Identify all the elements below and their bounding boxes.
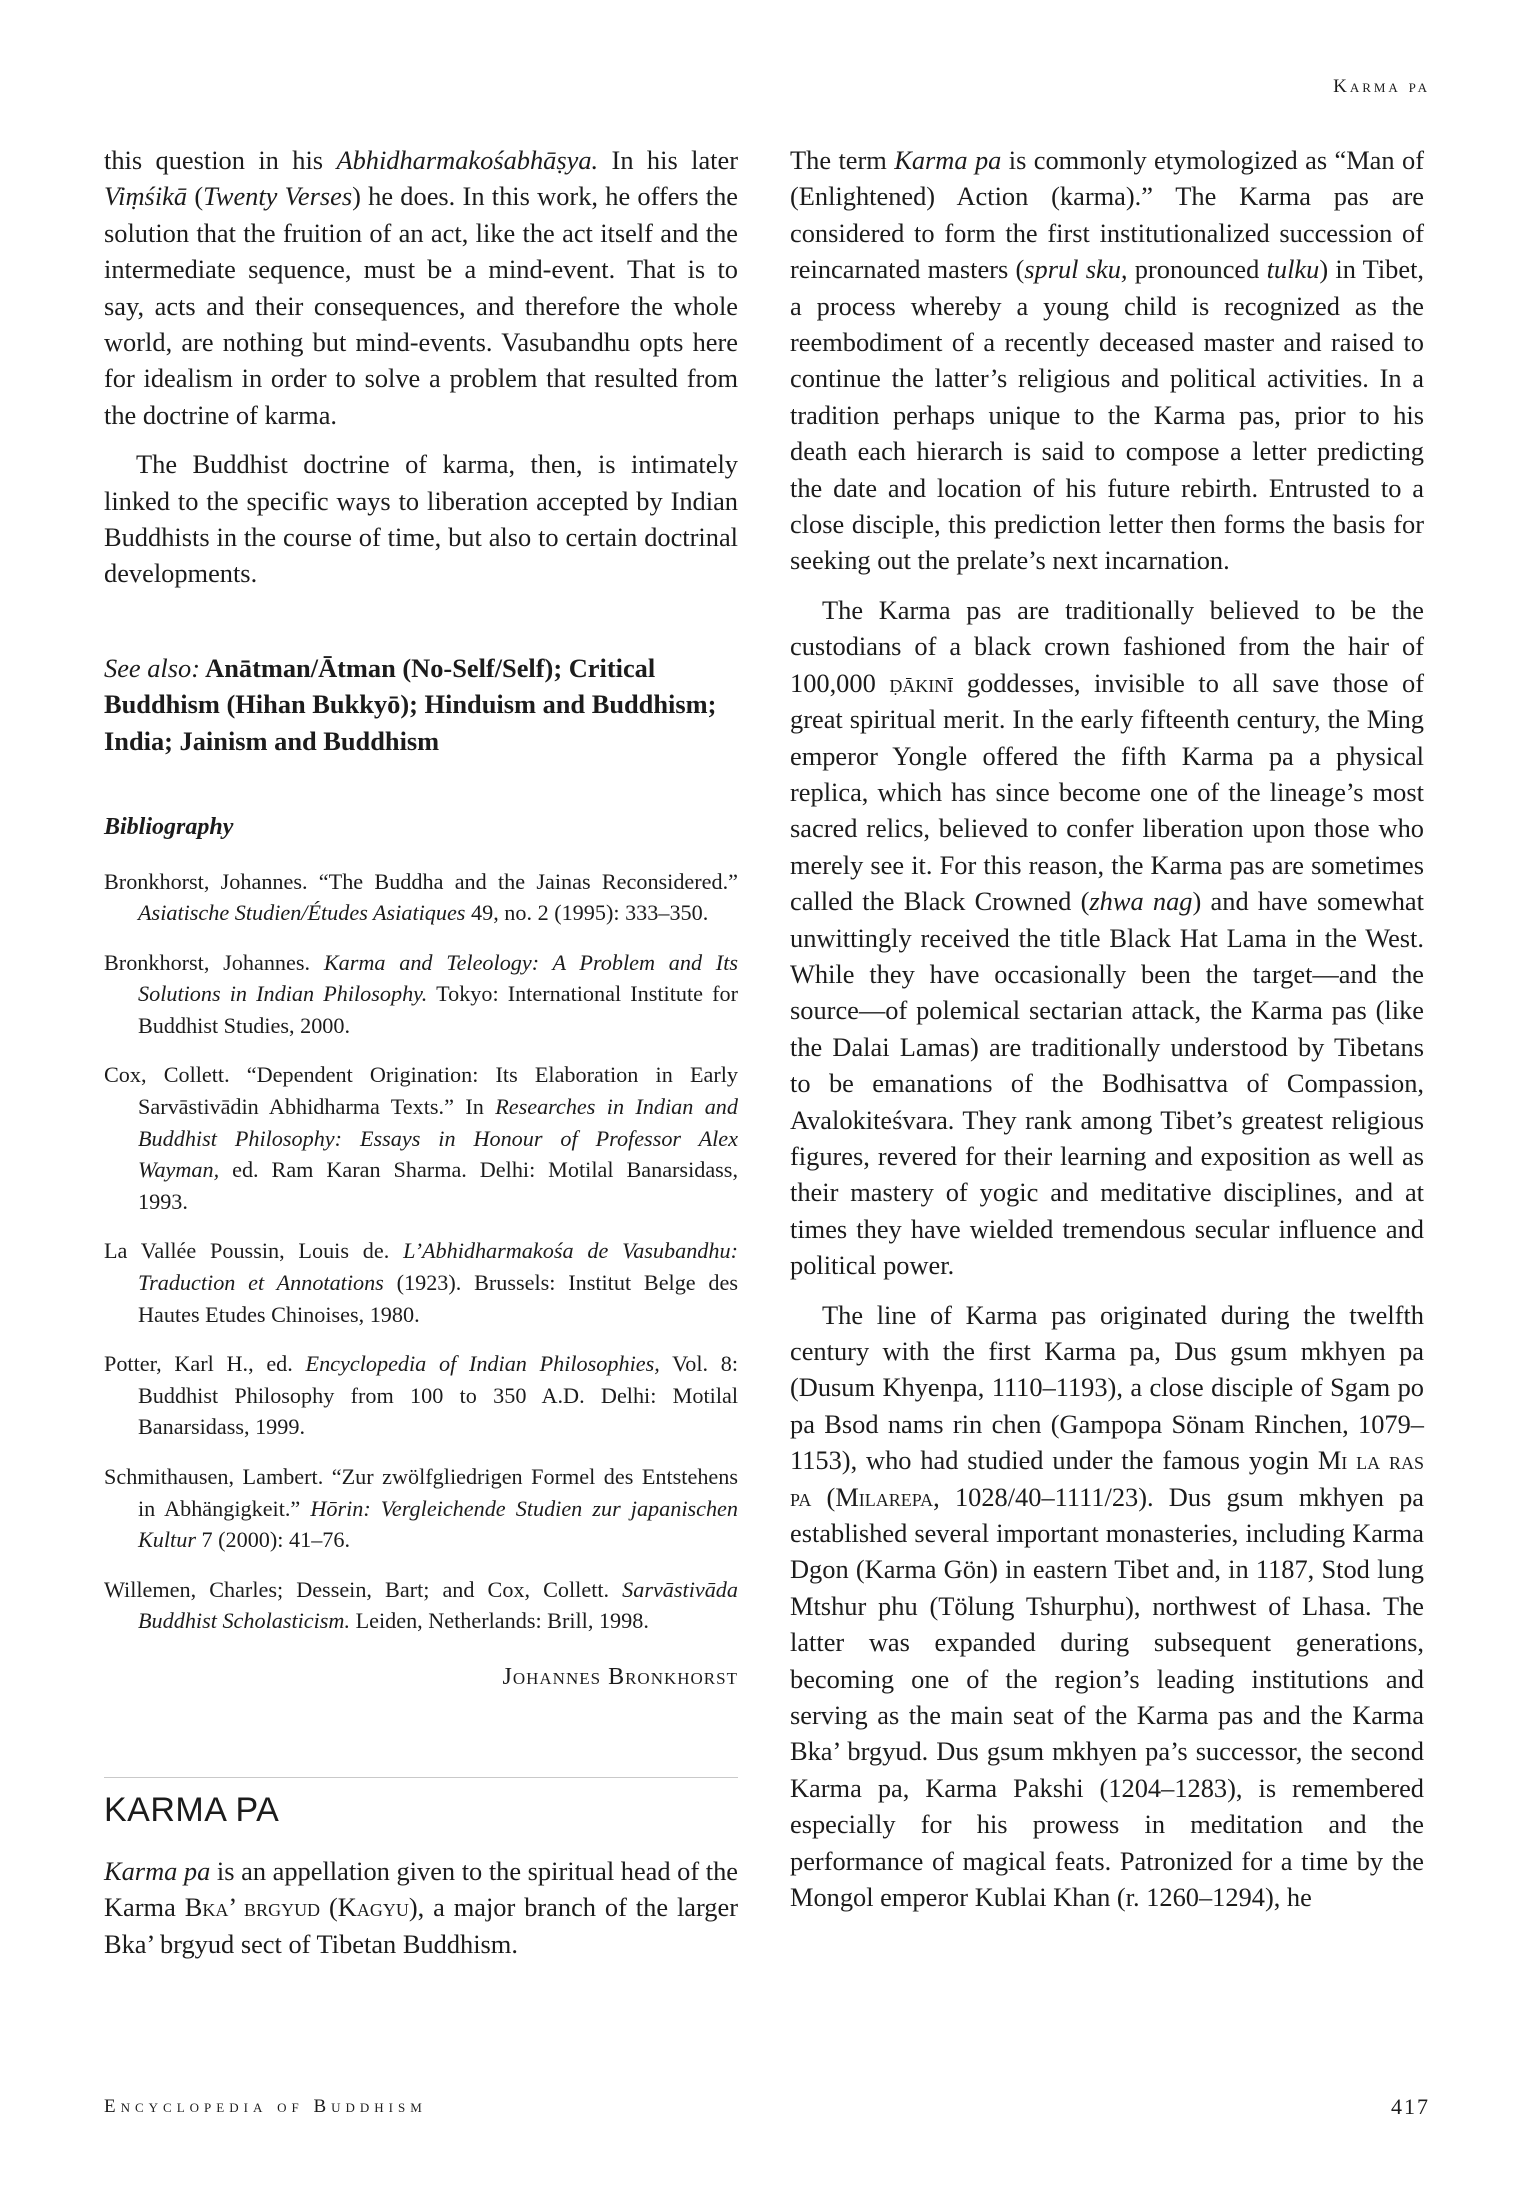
left-column <box>104 142 738 1962</box>
see-also: See also: Anātman/Ātman (No-Self/Self); Critical Buddhism (Hihan Bukkyō); Hinduism and Buddhism; India; Jainism and Buddhism <box>104 652 717 756</box>
article-author: Johannes Bronkhorst <box>502 1663 738 1690</box>
right-column <box>790 142 1424 1916</box>
bibliography-entry: Bronkhorst, Johannes. Karma and Teleology: A Problem and Its Solutions in Indian Philosophy. Tokyo: International Institute for Buddhist Studies, 2000. <box>104 949 738 1038</box>
section-divider <box>104 1777 738 1778</box>
book-title: Encyclopedia of Buddhism <box>104 2096 427 2117</box>
entry-title: KARMA PA <box>104 1791 280 1830</box>
bibliography-entry: Schmithausen, Lambert. “Zur zwölfgliedrigen Formel des Entstehens in Abhängigkeit.” Hōrin: Vergleichende Studien zur japanischen Kultur 7 (2000): 41–76. <box>104 1464 738 1553</box>
bibliography-entry: La Vallée Poussin, Louis de. L’Abhidharmakośa de Vasubandhu: Traduction et Annotations (1923). Brussels: Institut Belge des Hautes Etudes Chinoises, 1980. <box>104 1238 739 1327</box>
paragraph: The line of Karma pas originated during the twelfth century with the first Karma pa, Dus gsum mkhyen pa (Dusum Khyenpa, 1110–1193), a close disciple of Sgam po pa Bsod nams rin chen (Gampopa Sönam Rinchen, 1079–1153), who had studied under the famous yogin Mi la ras pa (Milarepa, 1028/40–1111/23). Dus gsum mkhyen pa established several important monasteries, including Karma Dgon (Karma Gön) in eastern Tibet and, in 1187, Stod lung Mtshur phu (Tölung Tshurphu), northwest of Lhasa. The latter was expanded during subsequent generations, becoming one of the region’s leading institutions and serving as the main seat of the Karma pas and the Karma Bka’ brgyud. Dus gsum mkhyen pa’s successor, the second Karma pa, Karma Pakshi (1204–1283), is remembered especially for his prowess in meditation and the performance of magical feats. Patronized for a time by the Mongol emperor Kublai Khan (r. 1260–1294), he <box>790 1299 1424 1913</box>
bibliography-entry: Bronkhorst, Johannes. “The Buddha and the Jainas Reconsidered.” Asiatische Studien/Études Asiatiques 49, no. 2 (1995): 333–350. <box>104 868 738 926</box>
paragraph: Karma pa is an appellation given to the spiritual head of the Karma Bka’ brgyud (Kagyu), a major branch of the larger Bka’ brgyud sect of Tibetan Buddhism. <box>104 1855 738 1959</box>
bibliography-entry: Willemen, Charles; Dessein, Bart; and Cox, Collett. Sarvāstivāda Buddhist Scholasticism. Leiden, Netherlands: Brill, 1998. <box>104 1576 738 1634</box>
bibliography-list <box>104 866 738 1637</box>
page-number: 417 <box>1391 2094 1430 2119</box>
bibliography-entry: Potter, Karl H., ed. Encyclopedia of Indian Philosophies, Vol. 8: Buddhist Philosophy from 100 to 350 A.D. Delhi: Motilal Banarsidass, 1999. <box>104 1351 739 1440</box>
bibliography-heading: Bibliography <box>104 814 234 841</box>
bibliography-entry: Cox, Collett. “Dependent Origination: Its Elaboration in Early Sarvāstivādin Abhidharma Texts.” In Researches in Indian and Buddhist Philosophy: Essays in Honour of Professor Alex Wayman, ed. Ram Karan Sharma. Delhi: Motilal Banarsidass, 1993. <box>104 1062 738 1214</box>
paragraph: The Karma pas are traditionally believed to be the custodians of a black crown fashioned from the hair of 100,000 ḍākinī goddesses, invisible to all save those of great spiritual merit. In the early fifteenth century, the Ming emperor Yongle offered the fifth Karma pa a physical replica, which has since become one of the lineage’s most sacred relics, believed to confer liberation upon those who merely see it. For this reason, the Karma pas are sometimes called the Black Crowned (zhwa nag) and have somewhat unwittingly received the title Black Hat Lama in the West. While they have occasionally been the target—and the source—of polemical sectarian attack, the Karma pas (like the Dalai Lamas) are traditionally understood by Tibetans to be emanations of the Bodhisattva of Compassion, Avalokiteśvara. They rank among Tibet’s greatest religious figures, revered for their learning and exposition as well as their mastery of yogic and meditative disciplines, and at times they have wielded tremendous secular influence and political power. <box>790 594 1425 1281</box>
paragraph: The Buddhist doctrine of karma, then, is intimately linked to the specific ways to liberation accepted by Indian Buddhists in the course of time, but also to certain doctrinal developments. <box>104 449 738 589</box>
running-head: Karma pa <box>1333 76 1430 97</box>
paragraph: The term Karma pa is commonly etymologized as “Man of (Enlightened) Action (karma).” The Karma pas are considered to form the first institutionalized succession of reincarnated masters (sprul sku, pronounced tulku) in Tibet, a process whereby a young child is recognized as the reembodiment of a recently deceased master and raised to continue the latter’s religious and political activities. In a tradition perhaps unique to the Karma pas, prior to his death each hierarch is said to compose a letter predicting the date and location of his future rebirth. Entrusted to a close disciple, this prediction letter then forms the basis for seeking out the prelate’s next incarnation. <box>790 145 1424 576</box>
paragraph: this question in his Abhidharmakośabhāṣya. In his later Viṃśikā (Twenty Verses) he does. In this work, he offers the solution that the fruition of an act, like the act itself and the intermediate sequence, must be a mind-event. That is to say, acts and their consequences, and therefore the whole world, are nothing but mind-events. Vasubandhu opts here for idealism in order to solve a problem that resulted from the doctrine of karma. <box>104 145 738 430</box>
